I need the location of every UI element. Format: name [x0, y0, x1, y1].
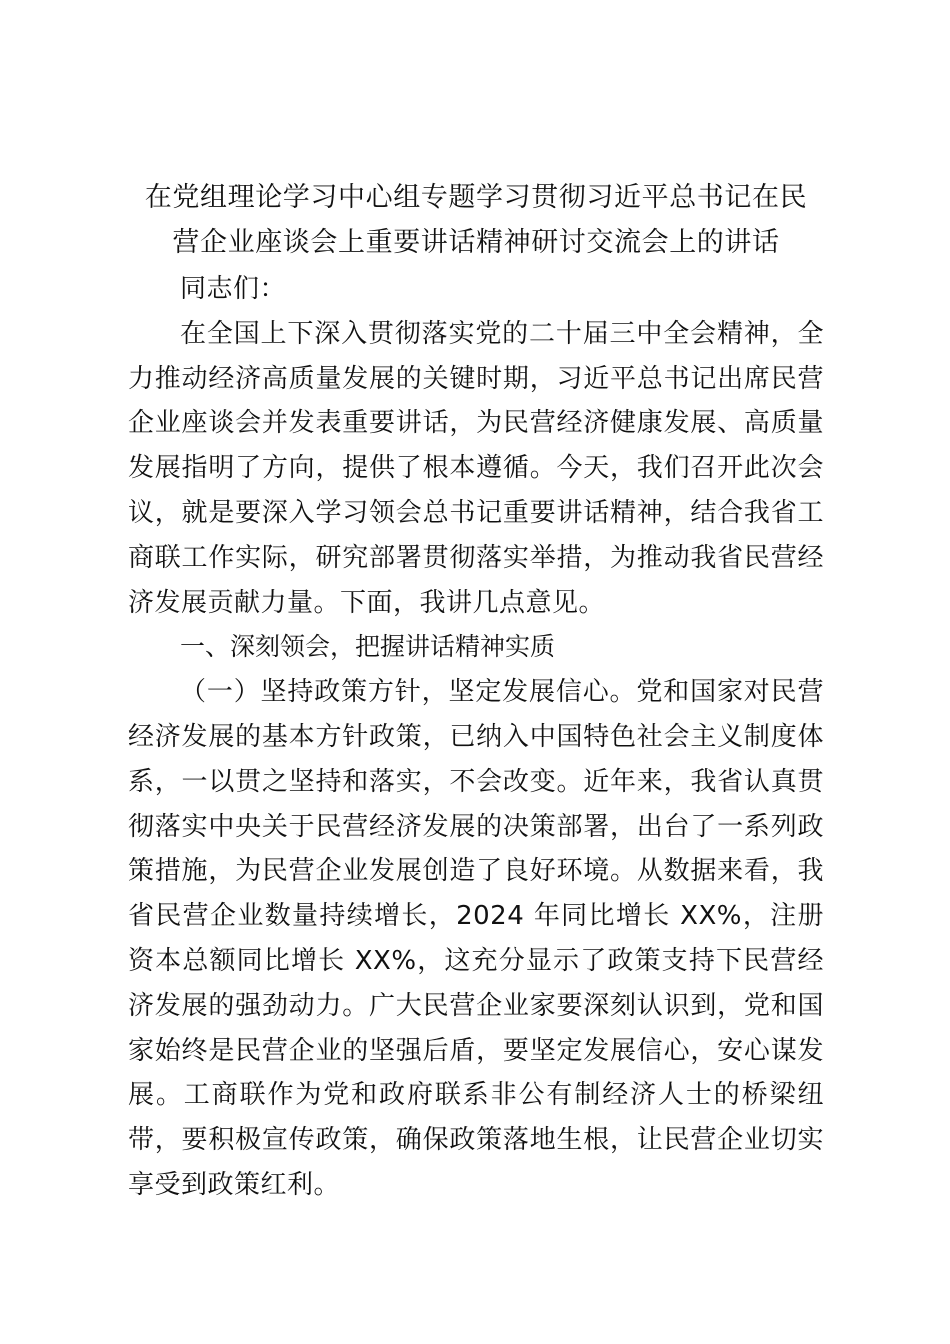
greeting: 同志们：: [180, 274, 287, 304]
intro-paragraph: 在全国上下深入贯彻落实党的二十届三中全会精神，全力推动经济高质量发展的关键时期，习近平总书记出席民营企业座谈会并发表重要讲话，为民营经济健康发展、高质量发展指明了方向，提供了根本遵循。今天，我们召开此次会议，就是要深入学习领会总书记重要讲话精神，结合我省工商联工作实际，研究部署贯彻落实举措，为推动我省民营经济发展贡献力量。下面，我讲几点意见。: [128, 318, 824, 618]
title-line-1: 在党组理论学习中心组专题学习贯彻习近平总书记在民: [144, 182, 808, 213]
title-line-2: 营企业座谈会上重要讲话精神研讨交流会上的讲话: [172, 227, 780, 258]
document-page: [128, 175, 824, 1208]
section-1-paragraph-1: （一）坚持政策方针，坚定发展信心。党和国家对民营经济发展的基本方针政策，已纳入中国特色社会主义制度体系，一以贯之坚持和落实，不会改变。近年来，我省认真贯彻落实中央关于民营经济发展的决策部署，出台了一系列政策措施，为民营企业发展创造了良好环境。从数据来看，我省民营企业数量持续增长，2024 年同比增长 XX%，注册资本总额同比增长 XX%，这充分显示了政策支持下民营经济发展的强劲动力。广大民营企业家要深刻认识到，党和国家始终是民营企业的坚强后盾，要坚定发展信心，安心谋发展。工商联作为党和政府联系非公有制经济人士的桥梁纽带，要积极宣传政策，确保政策落地生根，让民营企业切实享受到政策红利。: [128, 677, 824, 1200]
section-heading-1: 一、深刻领会，把握讲话精神实质: [180, 632, 556, 662]
document-title: [128, 175, 824, 265]
